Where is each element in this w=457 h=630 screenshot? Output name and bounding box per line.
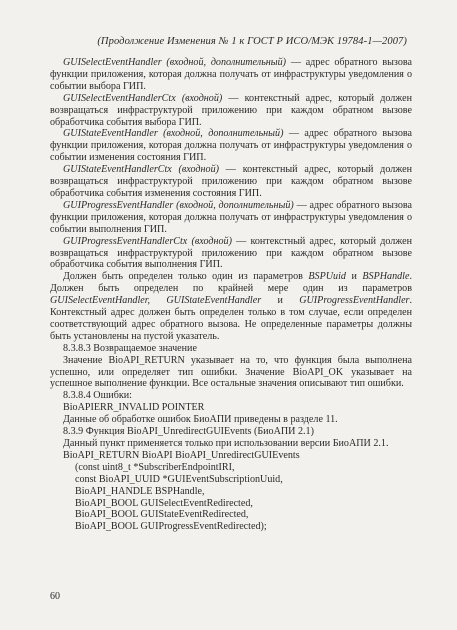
- param-name: GUISelectEventHandler, GUIStateEventHandler: [50, 295, 262, 307]
- section-heading-return: 8.3.8.3 Возвращаемое значение: [63, 342, 197, 354]
- text-run: и: [261, 295, 300, 307]
- entry-term: GUIStateEventHandlerCtx (входной): [63, 164, 220, 176]
- entry-text: — адрес обратного вызова функции приложения, которая должна получать от инфраструктуры уведомления о событии изменения состояния ГИП.: [50, 128, 412, 164]
- entry-term: GUIProgressEventHandlerCtx (входной): [63, 235, 232, 247]
- entry-term: GUIStateEventHandler (входной, дополнительный): [63, 128, 284, 140]
- entry-text: — адрес обратного вызова функции приложения, которая должна получать от инфраструктуры уведомления о событии выполнения ГИП.: [50, 199, 412, 235]
- param-name: BSPHandle: [362, 271, 410, 283]
- section-heading-function: 8.3.9 Функция BioAPI_UnredirectGUIEvents (БиоАПИ 2.1): [63, 426, 314, 438]
- text-run: Должен быть определен только один из параметров: [63, 271, 309, 283]
- code-signature: BioAPI_RETURN BioAPI BioAPI_UnredirectGUIEvents: [63, 449, 300, 461]
- page-number: 60: [50, 591, 60, 602]
- entry-text: — адрес обратного вызова функции приложения, которая должна получать от инфраструктуры уведомления о событии выбора ГИП.: [50, 57, 412, 92]
- entry-gui-progress-handler: [50, 200, 412, 236]
- entry-gui-state-handler: [50, 128, 412, 164]
- entry-text: — контекстный адрес, который должен возвращаться инфраструктурой приложению при каждом обратном вызове обработчика события выполнения ГИП.: [50, 235, 413, 271]
- code-arg: const BioAPI_UUID *GUIEventSubscriptionUuid,: [75, 473, 283, 485]
- code-arg: BioAPI_BOOL GUISelectEventRedirected,: [75, 497, 253, 509]
- page-body: [50, 57, 412, 533]
- code-arg: (const uint8_t *SubscriberEndpointIRI,: [75, 461, 235, 473]
- entry-text: — контекстный адрес, который должен возвращаться инфраструктурой приложению при каждом обратном вызове обработчика события изменения состояния ГИП.: [50, 164, 412, 199]
- entry-gui-progress-handler-ctx: [50, 236, 412, 272]
- param-name: BSPUuid: [308, 271, 346, 283]
- entry-term: GUISelectEventHandlerCtx (входной): [63, 92, 223, 104]
- entry-gui-state-handler-ctx: [50, 164, 412, 200]
- function-paragraph: Данный пункт применяется только при использовании версии БиоАПИ 2.1.: [63, 438, 389, 449]
- section-heading-errors: 8.3.8.4 Ошибки:: [63, 390, 132, 402]
- text-run: . Контекстный адрес должен быть определен только в том случае, если определен соответствующий адрес обратного вызова. Не определенные параметры должны быть установлены на пустой указатель.: [50, 295, 413, 342]
- entry-term: GUISelectEventHandler (входной, дополнительный): [63, 57, 287, 68]
- entry-text: — контекстный адрес, который должен возвращаться инфраструктурой приложению при каждом обратном вызове обработчика события выбора ГИП.: [50, 92, 413, 128]
- errors-note: Данные об обработке ошибок БиоАПИ приведены в разделе 11.: [63, 414, 338, 426]
- code-arg: BioAPI_HANDLE BSPHandle,: [75, 485, 205, 497]
- code-arg: BioAPI_BOOL GUIProgressEventRedirected);: [75, 521, 267, 533]
- running-header: (Продолжение Изменения № 1 к ГОСТ Р ИСО/МЭК 19784-1—2007): [97, 36, 407, 47]
- handle-requirements-paragraph: [50, 271, 412, 342]
- code-arg: BioAPI_BOOL GUIStateEventRedirected,: [75, 509, 249, 521]
- entry-term: GUIProgressEventHandler (входной, дополнительный): [63, 199, 294, 211]
- error-code: BioAPIERR_INVALID POINTER: [63, 402, 205, 414]
- param-name: GUIProgressEventHandler: [299, 295, 410, 307]
- entry-gui-select-handler-ctx: [50, 93, 412, 129]
- entry-gui-select-handler: [50, 57, 412, 93]
- text-run: . Должен быть определен по крайней мере один из параметров: [50, 271, 412, 295]
- text-run: и: [345, 271, 363, 283]
- return-value-paragraph: Значение BioAPI_RETURN указывает на то, что функция была выполнена успешно, или определяет тип ошибки. Значение BioAPI_OK указывает на успешное выполнение функции. Все остальные значения описывают тип ошибки.: [50, 354, 412, 390]
